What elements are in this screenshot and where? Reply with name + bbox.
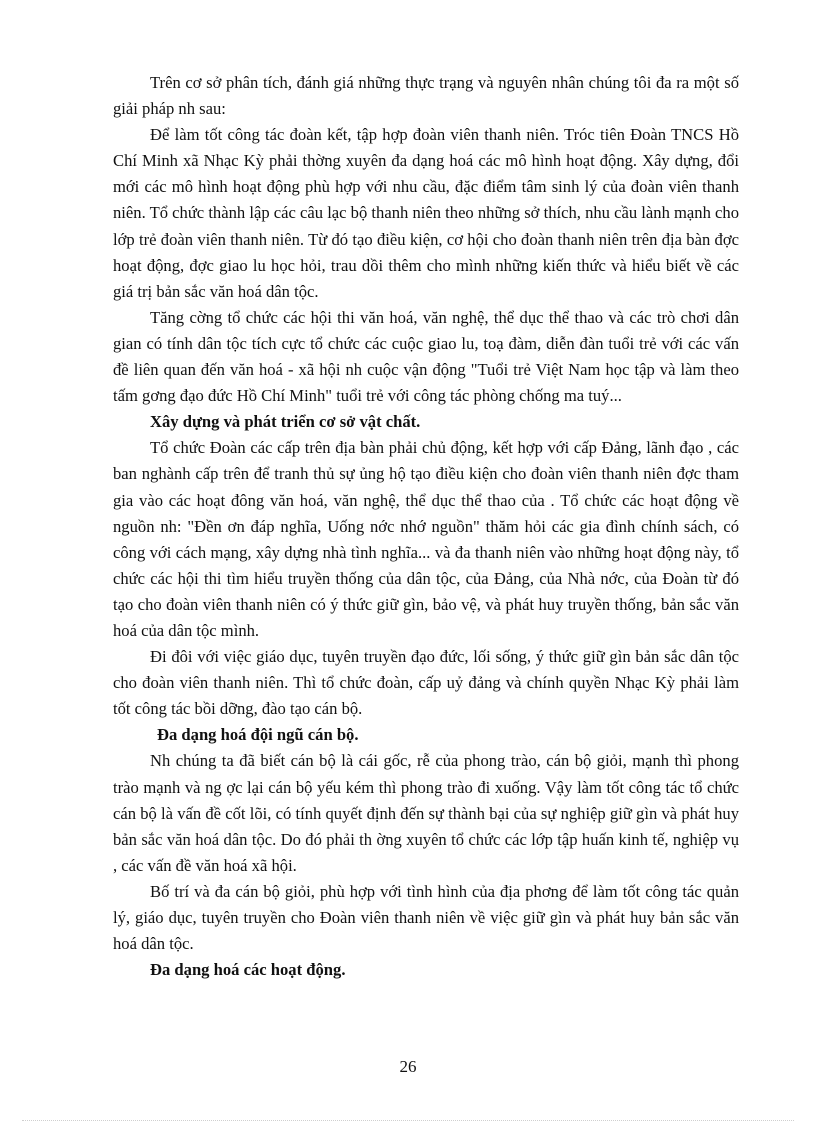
paragraph-union-solidarity: Để làm tốt công tác đoàn kết, tập hợp đoàn viên thanh niên. Tróc tiên Đoàn TNCS Hồ Chí Minh xã Nhạc Kỳ phải thờng xuyên đa dạng hoá các mô hình hoạt động. Xây dựng, đổi mới các mô hình hoạt động phù hợp với nhu cầu, đặc điểm tâm sinh lý của đoàn viên thanh niên. Tổ chức thành lập các câu lạc bộ thanh niên theo những sở thích, nhu cầu lành mạnh cho lớp trẻ đoàn viên thanh niên. Từ đó tạo điều kiện, cơ hội cho đoàn thanh niên trên địa bàn đợc hoạt động, đợc giao lu học hỏi, trau dồi thêm cho mình những kiến thức và hiểu biết về các giá trị bản sắc văn hoá dân tộc.: [113, 125, 739, 301]
heading-activities: Đa dạng hoá các hoạt động.: [150, 960, 346, 980]
document-body: [113, 70, 739, 983]
heading-cadre: Đa dạng hoá đội ngũ cán bộ.: [157, 725, 359, 745]
footer-divider: [22, 1120, 794, 1121]
paragraph-cadre-assignment: Bố trí và đa cán bộ giỏi, phù hợp với tình hình của địa phơng để làm tốt công tác quản lý, giáo dục, tuyên truyền cho Đoàn viên thanh niên về việc giữ gìn và phát huy bản sắc văn hoá dân tộc.: [113, 881, 739, 954]
paragraph-intro: Trên cơ sở phân tích, đánh giá những thực trạng và nguyên nhân chúng tôi đa ra một số giải pháp nh sau:: [113, 73, 739, 119]
paragraph-facilities: Tổ chức Đoàn các cấp trên địa bàn phải chủ động, kết hợp với cấp Đảng, lãnh đạo , các ban nghành cấp trên để tranh thủ sự ủng hộ tạo điều kiện cho đoàn viên thanh niên đợc tham gia vào các hoạt đông văn hoá, văn nghệ, thể dục thể thao của . Tổ chức các hoạt động về nguồn nh: "Đền ơn đáp nghĩa, Uống nớc nhớ nguồn" thăm hỏi các gia đình chính sách, có công với cách mạng, xây dựng nhà tình nghĩa... và đa thanh niên vào những hoạt động này, tổ chức các hội thi tìm hiểu truyền thống của dân tộc, của Đảng, của Nhà nớc, của Đoàn từ đó tạo cho đoàn viên thanh niên có ý thức giữ gìn, bảo vệ, và phát huy truyền thống, bản sắc văn hoá của dân tộc mình.: [113, 438, 739, 640]
paragraph-cadre: Nh chúng ta đã biết cán bộ là cái gốc, rễ của phong trào, cán bộ giỏi, mạnh thì phong trào mạnh và ng ợc lại cán bộ yếu kém thì phong trào đi xuống. Vậy làm tốt công tác tổ chức cán bộ là vấn đề cốt lõi, có tính quyết định đến sự thành bại của sự nghiệp giữ gìn và phát huy bản sắc văn hoá dân tộc. Do đó phải th ờng xuyên tổ chức các lớp tập huấn kinh tế, nghiệp vụ , các vấn đề văn hoá xã hội.: [113, 751, 739, 875]
paragraph-cultural-contests: Tăng cờng tổ chức các hội thi văn hoá, văn nghệ, thể dục thể thao và các trò chơi dân gian có tính dân tộc tích cực tổ chức các cuộc giao lu, toạ đàm, diễn đàn tuổi trẻ với các vấn đề liên quan đến văn hoá - xã hội nh cuộc vận động "Tuổi trẻ Việt Nam học tập và làm theo tấm gơng đạo đức Hồ Chí Minh" tuổi trẻ với công tác phòng chống ma tuý...: [113, 307, 739, 406]
paragraph-education: Đi đôi với việc giáo dục, tuyên truyền đạo đức, lối sống, ý thức giữ gìn bản sắc dân tộc cho đoàn viên thanh niên. Thì tổ chức đoàn, cấp uỷ đảng và chính quyền Nhạc Kỳ phải làm tốt công tác bồi dỡng, đào tạo cán bộ.: [113, 647, 739, 719]
page-number: 26: [399, 1057, 417, 1076]
heading-facilities: Xây dựng và phát triển cơ sở vật chất.: [150, 412, 421, 432]
